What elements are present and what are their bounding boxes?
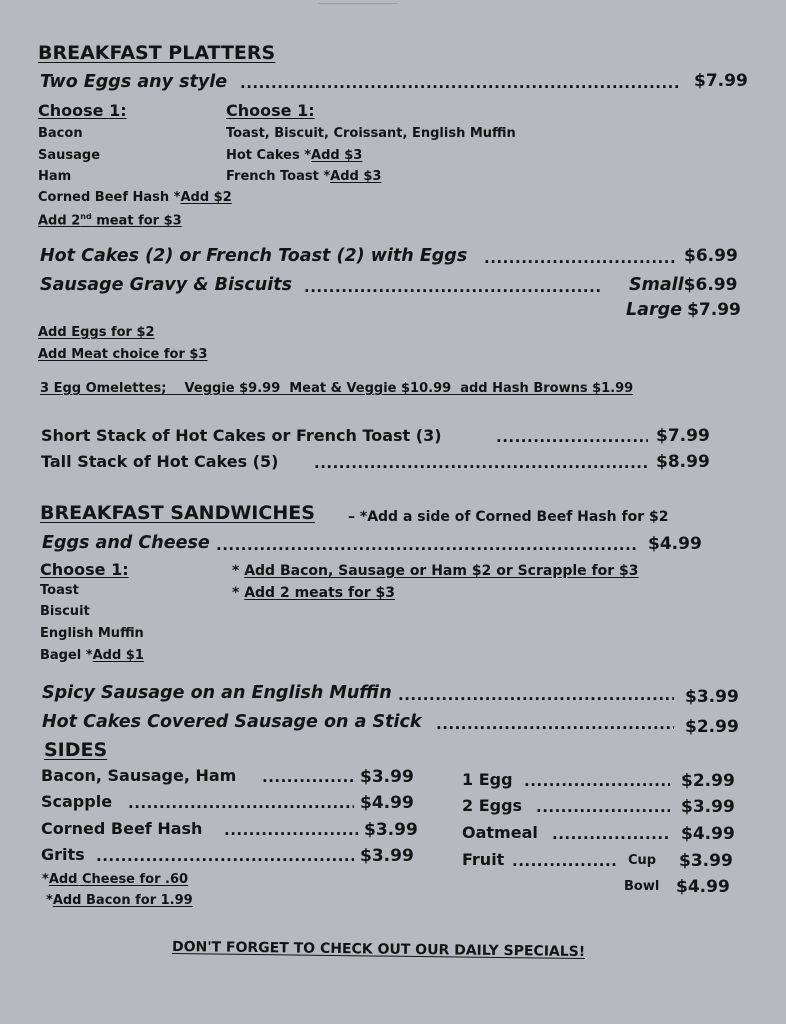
short-stack-price: $7.99: [656, 426, 710, 446]
bread-item-toast: Toast, Biscuit, Croissant, English Muffin: [226, 126, 516, 141]
sandwich-choose-label: Choose 1:: [40, 560, 129, 579]
side-grits: Grits: [41, 845, 85, 864]
tall-stack-name: Tall Stack of Hot Cakes (5): [41, 452, 279, 471]
side-two-eggs: 2 Eggs: [462, 796, 523, 815]
sandwich-item-toast: Toast: [40, 583, 79, 598]
side-two-eggs-leader: [536, 798, 670, 816]
bread-item-french-toast: French Toast *Add $3: [226, 169, 382, 184]
eggs-cheese-price: $4.99: [648, 534, 702, 554]
choose-bread-label: Choose 1:: [226, 101, 315, 120]
side-corned-beef-leader: [224, 821, 358, 839]
sides-heading: SIDES: [44, 739, 108, 761]
add-second-meat: Add 2nd meat for $3: [38, 212, 182, 229]
short-stack-leader: [496, 428, 648, 446]
daily-specials-footer: DON'T FORGET TO CHECK OUT OUR DAILY SPECIALS!: [171, 939, 586, 961]
side-add-cheese: *Add Cheese for .60: [42, 872, 189, 887]
side-oatmeal: Oatmeal: [462, 823, 538, 842]
top-edge-mark: [318, 0, 398, 4]
side-fruit-leader: [512, 852, 618, 870]
two-eggs-leader: [240, 74, 680, 92]
side-corned-beef-price: $3.99: [364, 820, 418, 840]
sandwiches-heading-note: – *Add a side of Corned Beef Hash for $2: [348, 509, 669, 525]
add-eggs-note: Add Eggs for $2: [38, 325, 155, 340]
add-meat-note: Add Meat choice for $3: [38, 347, 208, 362]
fruit-cup-price: $3.99: [679, 851, 733, 871]
side-scapple-price: $4.99: [360, 793, 414, 813]
sandwich-add-note-1: * Add Bacon, Sausage or Ham $2 or Scrapple for $3: [232, 563, 639, 579]
gravy-large: Large $7.99: [626, 300, 741, 320]
meat-item-ham: Ham: [38, 169, 72, 184]
side-corned-beef-hash: Corned Beef Hash: [41, 819, 203, 838]
side-oatmeal-leader: [552, 825, 670, 843]
side-one-egg: 1 Egg: [462, 770, 513, 789]
spicy-sausage-price: $3.99: [685, 687, 739, 707]
sausage-stick-leader: [436, 715, 674, 733]
side-grits-price: $3.99: [360, 846, 414, 866]
side-bacon-leader: [262, 768, 354, 786]
fruit-bowl-label: Bowl: [624, 879, 660, 894]
eggs-cheese-leader: [216, 536, 638, 554]
omelettes-line: 3 Egg Omelettes; Veggie $9.99 Meat & Veggie $10.99 add Hash Browns $1.99: [40, 381, 634, 396]
sandwich-item-english-muffin: English Muffin: [40, 626, 144, 641]
sausage-stick-price: $2.99: [685, 717, 739, 737]
side-fruit: Fruit: [462, 850, 505, 869]
side-one-egg-price: $2.99: [681, 771, 735, 791]
spicy-sausage-leader: [398, 686, 674, 704]
platters-heading: BREAKFAST PLATTERS: [38, 42, 276, 64]
fruit-cup-label: Cup: [628, 853, 657, 868]
side-scapple: Scapple: [41, 792, 113, 811]
side-two-eggs-price: $3.99: [681, 797, 735, 817]
fruit-bowl-price: $4.99: [676, 877, 730, 897]
bread-item-hot-cakes: Hot Cakes *Add $3: [226, 148, 363, 163]
side-scapple-leader: [128, 794, 354, 812]
gravy-leader: [304, 278, 600, 296]
short-stack-name: Short Stack of Hot Cakes or French Toast (3): [41, 426, 442, 445]
sausage-stick-name: Hot Cakes Covered Sausage on a Stick: [42, 712, 422, 732]
spicy-sausage-name: Spicy Sausage on an English Muffin: [42, 683, 392, 703]
meat-item-sausage: Sausage: [38, 148, 101, 163]
tall-stack-price: $8.99: [656, 452, 710, 472]
hot-cakes-eggs-leader: [484, 249, 676, 267]
side-bacon-price: $3.99: [360, 767, 414, 787]
side-add-bacon: *Add Bacon for 1.99: [46, 893, 193, 908]
eggs-cheese-name: Eggs and Cheese: [42, 533, 210, 553]
meat-item-bacon: Bacon: [38, 126, 83, 141]
side-bacon-sausage-ham: Bacon, Sausage, Ham: [41, 766, 237, 785]
meat-item-corned-beef: Corned Beef Hash *Add $2: [38, 190, 232, 205]
two-eggs-name: Two Eggs any style: [40, 72, 228, 92]
sandwich-add-note-2: * Add 2 meats for $3: [232, 585, 395, 601]
hot-cakes-eggs-name: Hot Cakes (2) or French Toast (2) with Eggs: [40, 246, 468, 266]
side-one-egg-leader: [524, 772, 670, 790]
sandwich-item-biscuit: Biscuit: [40, 604, 90, 619]
tall-stack-leader: [314, 454, 648, 472]
two-eggs-price: $7.99: [694, 71, 748, 91]
side-oatmeal-price: $4.99: [681, 824, 735, 844]
side-grits-leader: [96, 847, 354, 865]
gravy-small: Small$6.99: [629, 275, 738, 295]
sandwich-item-bagel: Bagel *Add $1: [40, 648, 144, 663]
choose-meat-label: Choose 1:: [38, 101, 127, 120]
sandwiches-heading: BREAKFAST SANDWICHES: [40, 502, 315, 524]
gravy-name: Sausage Gravy & Biscuits: [40, 275, 293, 295]
hot-cakes-eggs-price: $6.99: [684, 246, 738, 266]
